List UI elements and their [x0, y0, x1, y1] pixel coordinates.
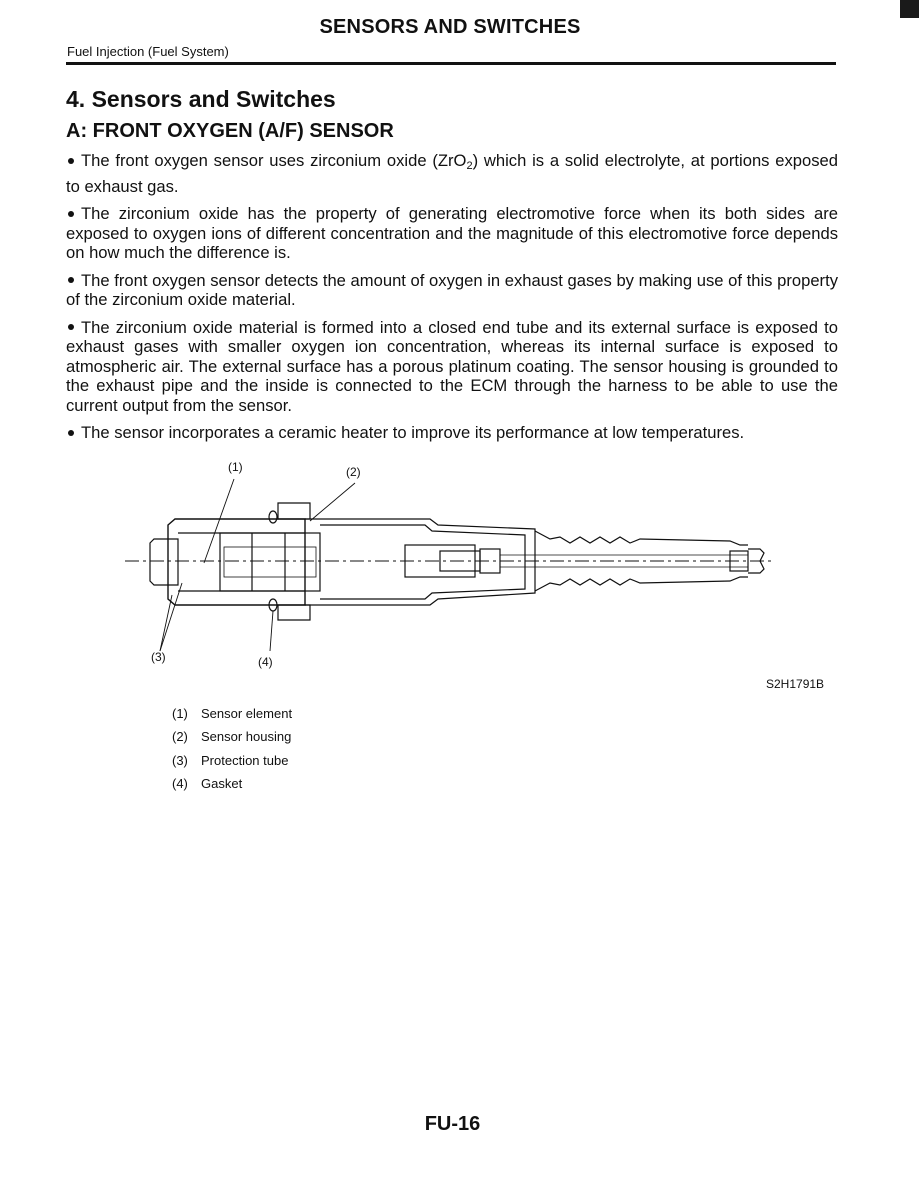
- legend-item: [172, 729, 292, 752]
- legend-number: (1): [172, 706, 188, 721]
- bullet-text: The front oxygen sensor uses zirconium oxide (ZrO: [81, 151, 467, 170]
- bullet-item: [66, 423, 838, 443]
- bullet-text: The zirconium oxide material is formed into a closed end tube and its external surface is exposed to exhaust gases with smaller oxygen ion concentration, whereas its internal surface is exposed to atmospheric air. The external surface has a porous platinum coating. The sensor housing is grounded to the exhaust pipe and the inside is connected to the ECM through the harness to be able to use the current output from the sensor.: [66, 317, 838, 415]
- bullet-dot-icon: [68, 211, 74, 217]
- legend-number: (3): [172, 752, 188, 768]
- section-subheading: A: FRONT OXYGEN (A/F) SENSOR: [66, 120, 394, 142]
- page-header-title: SENSORS AND SWITCHES: [319, 16, 581, 38]
- oxygen-sensor-diagram: [120, 455, 780, 675]
- legend-number: (4): [172, 775, 188, 791]
- bullet-list: [66, 151, 838, 451]
- page-number: FU-16: [424, 1113, 481, 1135]
- bullet-item: [66, 271, 838, 310]
- legend-label: Gasket: [201, 775, 243, 791]
- bullet-item: [66, 151, 838, 196]
- figure-legend: [172, 706, 292, 799]
- legend-label: Protection tube: [201, 752, 289, 768]
- legend-item: [172, 753, 292, 776]
- callout-1: (1): [228, 460, 243, 474]
- legend-label: Sensor element: [201, 706, 293, 721]
- bullet-item: [66, 318, 838, 416]
- legend-label: Sensor housing: [201, 729, 292, 745]
- figure-code: S2H1791B: [766, 677, 825, 691]
- legend-number: (2): [172, 729, 188, 745]
- bullet-item: [66, 204, 838, 263]
- bullet-text: The front oxygen sensor detects the amount of oxygen in exhaust gases by making use of this property of the zirconium oxide material.: [66, 270, 838, 309]
- bullet-dot-icon: [68, 277, 74, 283]
- bullet-dot-icon: [68, 158, 74, 164]
- legend-item: [172, 706, 292, 729]
- callout-3: (3): [151, 650, 166, 664]
- section-heading: 4. Sensors and Switches: [66, 86, 336, 112]
- bullet-text: The sensor incorporates a ceramic heater to improve its performance at low temperatures.: [81, 423, 745, 442]
- header-rule: [66, 62, 836, 65]
- subscript: 2: [466, 160, 473, 172]
- bullet-text: The zirconium oxide has the property of generating electromotive force when its both sides are exposed to oxygen ions of different concentration and the magnitude of this electromotive force depends on how much the difference is.: [66, 204, 838, 262]
- callout-4: (4): [258, 655, 273, 669]
- page-header-subtitle: Fuel Injection (Fuel System): [67, 44, 229, 59]
- legend-item: [172, 776, 292, 799]
- bullet-dot-icon: [68, 430, 74, 436]
- bullet-text-cont: ) which is a solid electrolyte, at portions exposed to exhaust gas.: [66, 151, 838, 196]
- callout-2: (2): [346, 465, 361, 479]
- scan-corner-mark: [900, 0, 919, 18]
- bullet-dot-icon: [68, 324, 74, 330]
